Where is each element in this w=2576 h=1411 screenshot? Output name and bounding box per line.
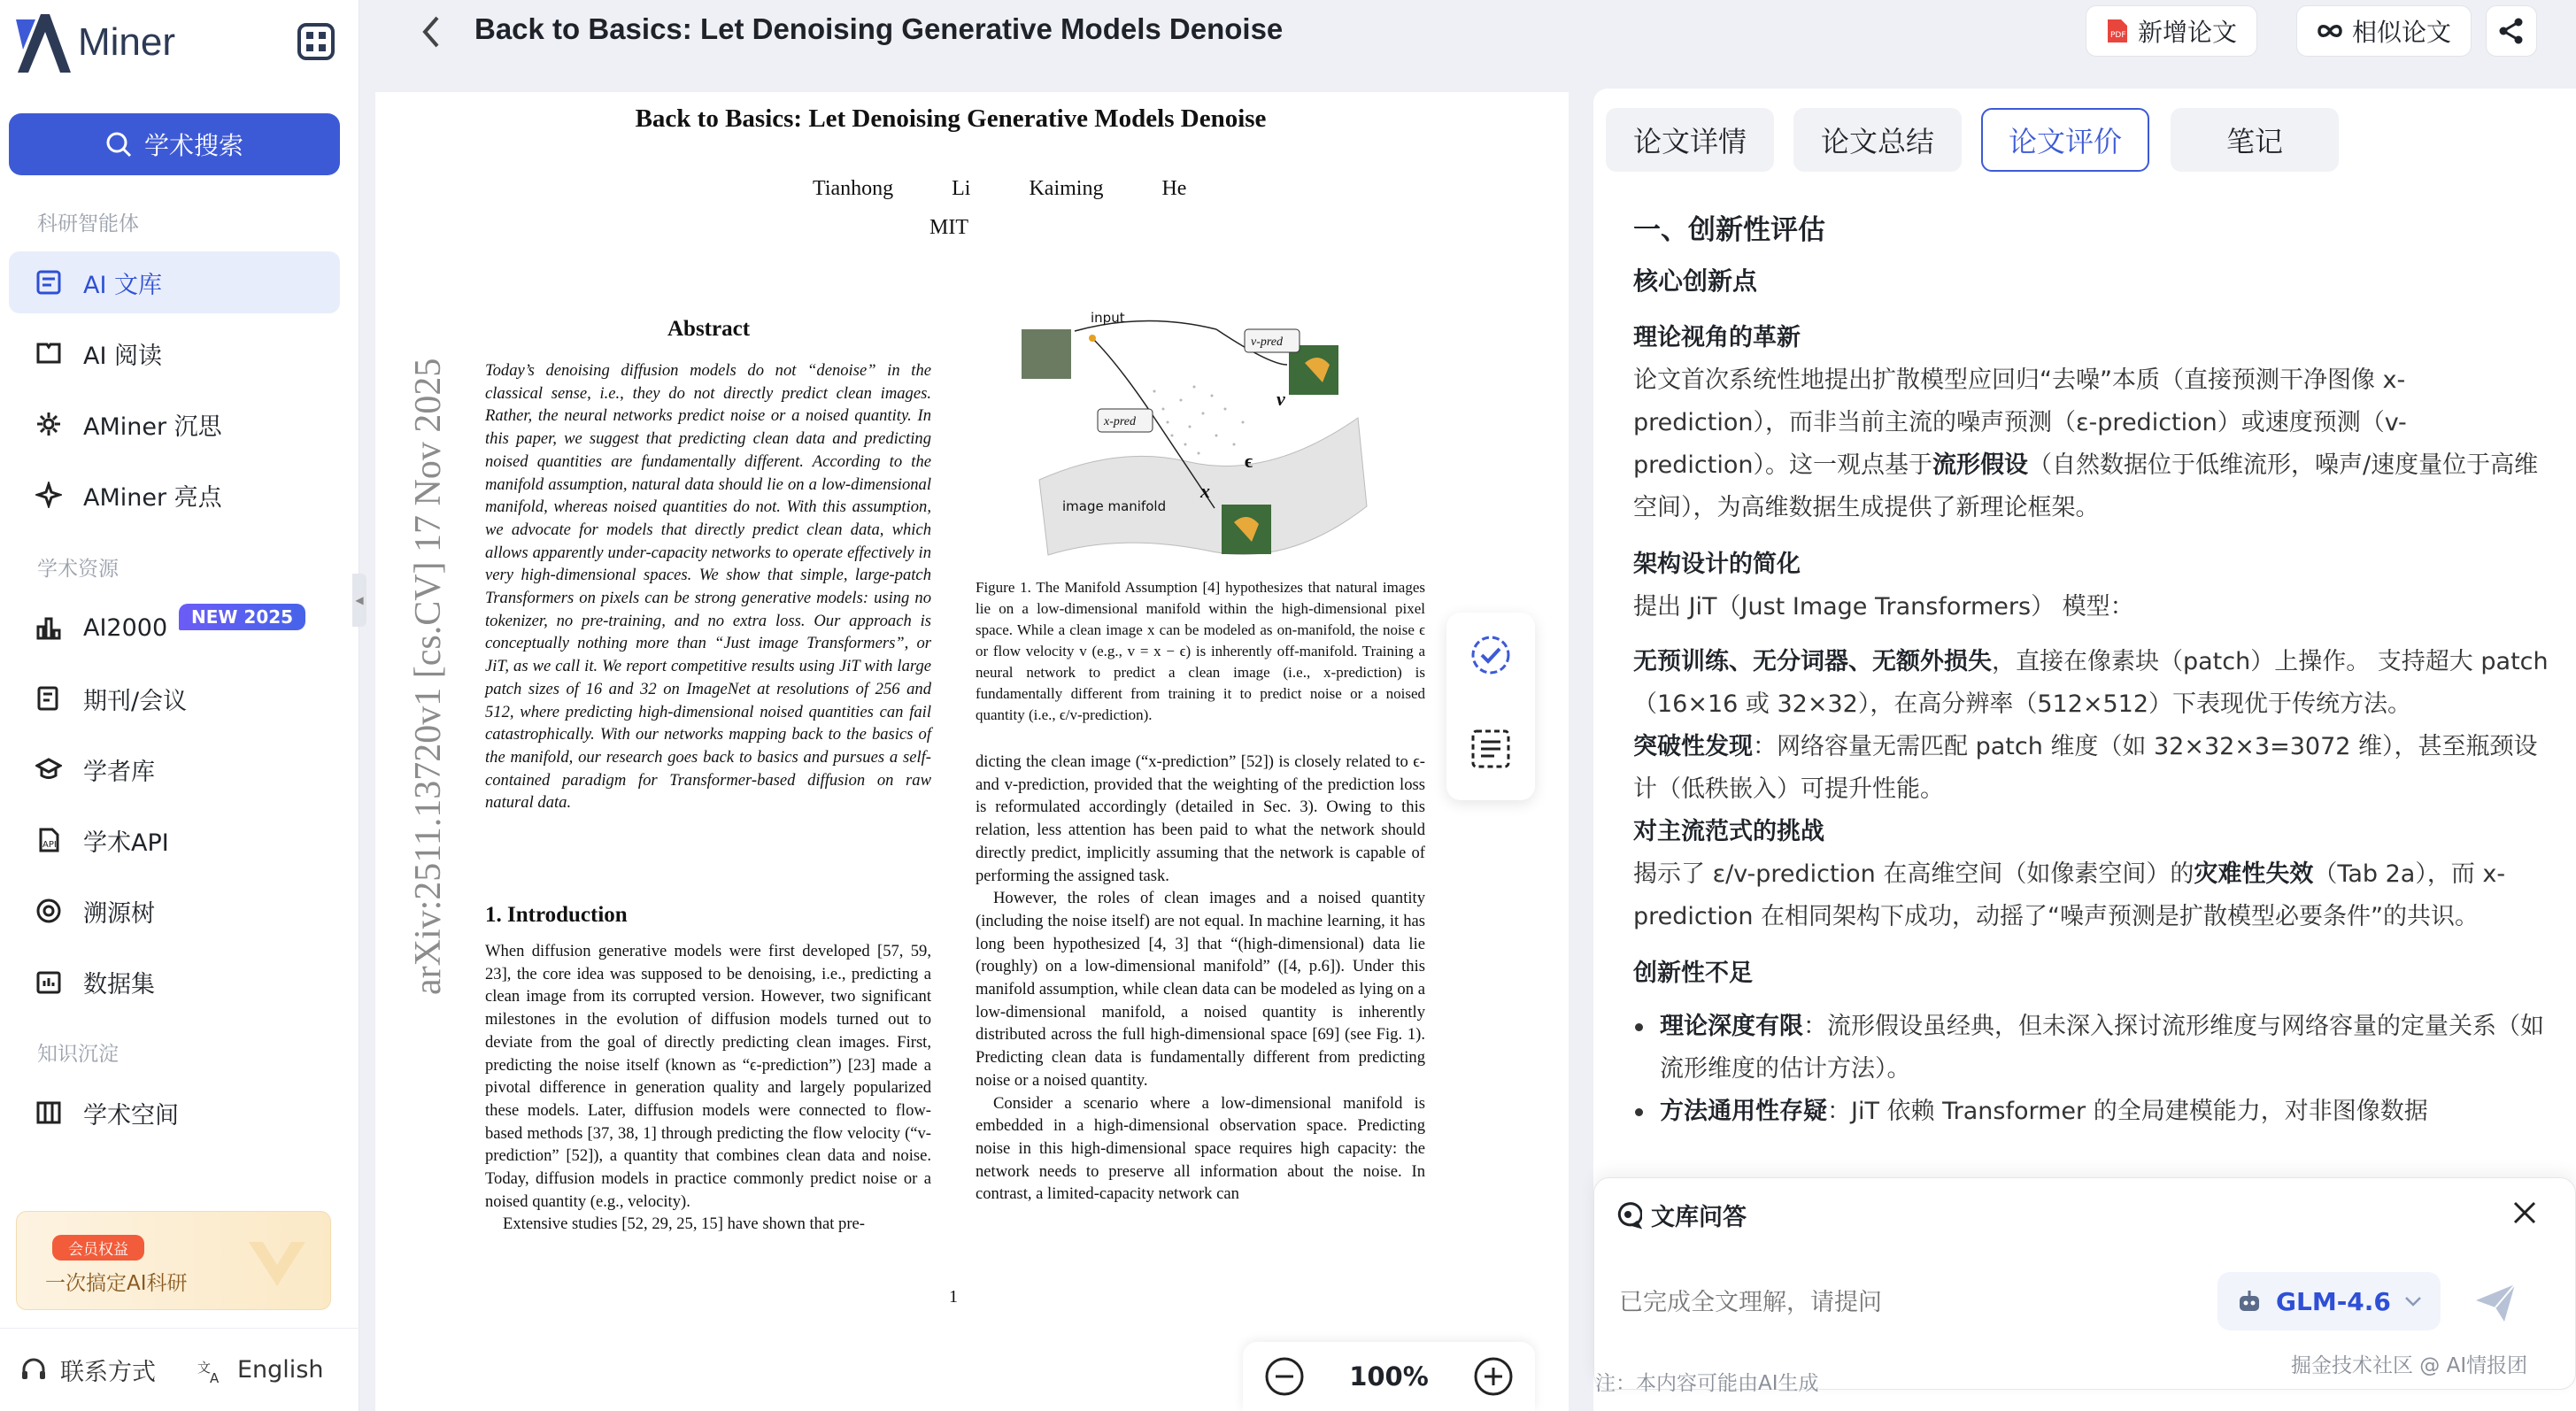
qa-question-input[interactable] — [1619, 1276, 2168, 1329]
sidebar-item-label: AI2000 — [83, 613, 168, 642]
architecture-text-3 — [1633, 726, 2554, 811]
zoom-out-icon[interactable] — [1264, 1356, 1305, 1397]
academic-search-button[interactable] — [9, 113, 340, 175]
tab-paper-details[interactable]: 论文详情 — [1606, 108, 1774, 172]
abstract-text — [485, 359, 931, 814]
paper-title: Back to Basics: Let Denoising Generative Models Denoise — [635, 104, 1267, 133]
figure-xpred-label: x-pred — [1104, 415, 1137, 428]
contact-label: 联系方式 — [60, 1359, 156, 1386]
figure-caption — [976, 577, 1425, 726]
chat-icon — [1614, 1201, 1642, 1230]
figure-input-label: input — [1091, 312, 1125, 326]
svg-text:文: 文 — [197, 1359, 212, 1376]
tab-paper-summary[interactable]: 论文总结 — [1793, 108, 1962, 172]
sidebar-item-label: AMiner 亮点 — [83, 483, 222, 512]
send-icon[interactable] — [2471, 1277, 2520, 1327]
model-name: GLM-4.6 — [2276, 1286, 2391, 1316]
similar-paper-label: 相似论文 — [2352, 18, 2452, 47]
infinity-icon — [2317, 22, 2343, 40]
tree-icon — [35, 898, 62, 924]
arch3-text: ：网络容量无需匹配 patch 维度（如 32×32×3=3072 维），甚至瓶颈设计（低秩嵌入）可提升性能。 — [1633, 733, 2538, 803]
headset-icon — [19, 1356, 48, 1384]
back-arrow-icon[interactable] — [414, 12, 450, 51]
new-badge: NEW 2025 — [179, 604, 305, 630]
sidebar-item-label: 学者库 — [83, 758, 155, 786]
svg-text:PDF: PDF — [2110, 31, 2126, 40]
tab-notes[interactable]: 笔记 — [2171, 108, 2339, 172]
theory-heading: 理论视角的革新 — [1633, 324, 1801, 351]
language-label: English — [237, 1356, 324, 1384]
search-icon — [105, 131, 132, 158]
abstract-heading: Abstract — [667, 317, 751, 341]
arch3-bold: 突破性发现 — [1633, 733, 1753, 760]
sidebar-item-label: 学术API — [83, 829, 169, 857]
ai-disclaimer: 注：本内容可能由AI生成 — [1595, 1372, 1819, 1395]
right-column — [976, 751, 1425, 1206]
think-icon — [35, 411, 62, 437]
weakness-bold: 理论深度有限 — [1660, 1013, 1803, 1040]
right-paragraph: dicting the clean image (“x-prediction” [52]) is closely related to ϵ- and v-prediction, provided that the weighting of the prediction loss is reformulated accordingly (detailed in Sec. 3). Owing to this relation, less attention has been paid to what the network should directly predict, implicitly assuming that the network is capable of performing the assigned task. — [976, 752, 1425, 885]
page-number: 1 — [949, 1287, 958, 1307]
weakness-bold: 方法通用性存疑 — [1660, 1098, 1827, 1125]
challenge-heading: 对主流范式的挑战 — [1633, 818, 1824, 845]
architecture-text: 提出 JiT（Just Image Transformers） 模型： — [1633, 593, 2134, 621]
arch-text: ，直接在像素块（patch）上操作。 支持超大 patch（16×16 或 32×32），在高分辨率（512×512）下表现优于传统方法。 — [1633, 648, 2549, 718]
sidebar-item-datasets[interactable] — [9, 951, 340, 1013]
ranking-icon — [35, 614, 62, 641]
watermark-text: 掘金技术社区 @ AI情报团 — [2291, 1354, 2528, 1377]
section-label-resources: 学术资源 — [37, 558, 119, 581]
dataset-icon — [35, 968, 62, 995]
right-paragraph: Consider a scenario where a low-dimensional manifold is embedded in a high-dimensional observation space. Predicting noise in this high-dimensional space requires high capacity: the network needs to preserve all information about the noise. In contrast, a limited-capacity network can — [976, 1093, 1425, 1204]
add-paper-label: 新增论文 — [2138, 18, 2238, 47]
manifold-figure — [1013, 312, 1376, 577]
highlight-icon — [35, 482, 62, 508]
sidebar-item-aminer-highlight[interactable] — [9, 464, 340, 526]
right-paragraph: However, the roles of clean images and a noised quantity (including the noise itself) are not equal. In machine learning, it has long been hypothesized [4, 3] that “(high-dimensional) data lie (roughly) on a low-dimensional manifold” ([4, p.6]). Under this manifold assumption, while clean data can be modeled as lying on a low-dimensional manifold, a noised quantity is inherently distributed across the full high-dimensional space [69] (see Fig. 1). Predicting clean data is fundamentally different from predicting noise or a noised quantity. — [976, 889, 1425, 1090]
figure-x-label: x — [1200, 480, 1210, 502]
svg-text:API: API — [42, 840, 57, 850]
sidebar-item-ai2000[interactable] — [9, 597, 340, 659]
review-content — [1633, 205, 2554, 1268]
zoom-in-icon[interactable] — [1473, 1356, 1514, 1397]
theory-text-a: 论文首次系统性地提出扩散模型应回归“去噪”本质（直接预测干净图像 x-prediction），而非当前主流的噪声预测（ε-prediction）或速度预测（v-prediction）。这一观点基于 — [1633, 366, 2407, 479]
academic-search-label: 学术搜索 — [143, 131, 243, 160]
paper-affiliation: MIT — [929, 216, 968, 239]
sidebar-item-label: 学术空间 — [83, 1101, 179, 1130]
similar-paper-button[interactable] — [2296, 5, 2472, 57]
sidebar-collapse-handle[interactable]: ◀ — [352, 574, 366, 627]
section-label-knowledge: 知识沉淀 — [37, 1043, 119, 1066]
page-title: Back to Basics: Let Denoising Generative Models Denoise — [474, 12, 1284, 45]
contact-link[interactable] — [0, 1353, 177, 1387]
arch-bold: 无预训练、无分词器、无额外损失 — [1633, 648, 1992, 675]
language-switch[interactable] — [177, 1356, 324, 1384]
sidebar-item-label: AI 文库 — [83, 271, 163, 299]
chevron-down-icon — [2403, 1295, 2423, 1307]
model-selector[interactable] — [2217, 1272, 2441, 1330]
weakness-text: ：JiT 依赖 Transformer 的全局建模能力，对非图像数据 — [1827, 1098, 2428, 1125]
space-icon — [35, 1099, 62, 1126]
aminer-logo-icon — [14, 11, 73, 74]
theory-text-bold: 流形假设 — [1932, 451, 2028, 479]
scholar-icon — [35, 756, 62, 783]
reader-icon — [35, 340, 62, 366]
weakness-item — [1633, 1091, 2554, 1133]
figure-vpred-label: v-pred — [1251, 335, 1284, 349]
figure-eps-label: ϵ — [1245, 450, 1253, 472]
pdf-page[interactable] — [375, 92, 1569, 1411]
promo-text: 一次搞定AI科研 — [45, 1272, 188, 1295]
weakness-item — [1633, 1006, 2554, 1091]
zoom-control — [1243, 1342, 1535, 1411]
theory-text — [1633, 359, 2554, 529]
sidebar-item-academic-space[interactable] — [9, 1082, 340, 1144]
intro-column — [485, 940, 931, 1236]
sidebar-item-label: 期刊/会议 — [83, 687, 188, 715]
challenge-bold: 灾难性失效 — [2194, 860, 2314, 888]
membership-promo[interactable] — [16, 1211, 331, 1310]
sidebar-footer — [0, 1328, 359, 1411]
weakness-heading: 创新性不足 — [1633, 960, 1753, 987]
robot-icon — [2235, 1287, 2264, 1315]
translate-icon — [197, 1356, 225, 1384]
tab-paper-review[interactable]: 论文评价 — [1981, 108, 2149, 172]
architecture-text-2 — [1633, 641, 2554, 726]
sidebar-item-aminer-think[interactable] — [9, 393, 340, 455]
journal-icon — [35, 685, 62, 712]
close-icon[interactable] — [2510, 1198, 2540, 1228]
crown-icon — [242, 1224, 312, 1299]
library-icon — [35, 269, 62, 296]
sidebar-item-label: 溯源树 — [83, 899, 155, 928]
outline-icon[interactable] — [1469, 728, 1512, 770]
sidebar-item-api[interactable] — [9, 809, 340, 871]
arxiv-stamp: arXiv:2511.13720v1 [cs.CV] 17 Nov 2025 — [408, 358, 449, 995]
sidebar-item-scholars[interactable] — [9, 738, 340, 800]
sidebar-item-ai-reader[interactable] — [9, 322, 340, 384]
header — [372, 0, 2576, 66]
api-icon — [35, 827, 62, 853]
sidebar — [0, 0, 359, 1411]
sidebar-item-trace-tree[interactable] — [9, 880, 340, 942]
qa-header — [1614, 1198, 1747, 1232]
intro-paragraph: When diffusion generative models were first developed [57, 59, 23], the core idea was supposed to be denoising, i.e., predicting a clean image from its corrupted version. However, two significant milestones in the evolution of diffusion models turned out to deviate from the goal of directly predicting clean images. First, predicting the noise itself (known as “ϵ-prediction”) [23] made a pivotal difference in generation quality and largely popularized these models. Later, diffusion models were connected to flow-based methods [37, 38, 1] through predicting the flow velocity (“v-prediction” [52]), a quantity that combines clean data and noise. Today, diffusion models in practice commonly predict noise or a noised quantity (e.g., velocity). — [485, 942, 931, 1211]
check-circle-icon[interactable] — [1469, 634, 1512, 676]
sidebar-toggle-icon[interactable] — [292, 18, 340, 66]
intro-heading: 1. Introduction — [485, 903, 628, 927]
sidebar-item-label: AMiner 沉思 — [83, 413, 222, 441]
svg-text:A: A — [210, 1369, 220, 1384]
logo-text: Miner — [78, 20, 176, 64]
challenge-a: 揭示了 ε/v-prediction 在高维空间（如像素空间）的 — [1633, 860, 2194, 888]
theory-text-b: （自然数据位于低维流形，噪声/速度量位于高维空间），为高维数据生成提供了新理论框架。 — [1633, 451, 2539, 521]
logo[interactable] — [14, 7, 227, 78]
promo-badge: 会员权益 — [52, 1235, 144, 1261]
sidebar-item-journals[interactable] — [9, 667, 340, 729]
paper-authors: Tianhong Li Kaiming He — [813, 177, 1187, 200]
sidebar-item-label: AI 阅读 — [83, 342, 163, 370]
floating-toolbar — [1446, 613, 1535, 800]
zoom-level: 100% — [1349, 1361, 1429, 1392]
figure-manifold-label: image manifold — [1062, 498, 1167, 514]
pdf-icon — [2106, 18, 2129, 44]
review-heading: 一、创新性评估 — [1633, 214, 1825, 246]
share-button[interactable] — [2486, 5, 2537, 57]
add-paper-button[interactable] — [2086, 5, 2257, 57]
qa-title: 文库问答 — [1651, 1204, 1747, 1231]
figure-v-label: v — [1276, 388, 1285, 410]
sidebar-item-label: 数据集 — [83, 970, 155, 998]
architecture-heading: 架构设计的简化 — [1633, 551, 1801, 578]
weakness-text: ：流形假设虽经典，但未深入探讨流形维度与网络容量的定量关系（如流形维度的估计方法）。 — [1660, 1013, 2544, 1083]
challenge-b: （Tab 2a），而 x-prediction 在相同架构下成功，动摇了“噪声预测是扩散模型必要条件”的共识。 — [1633, 860, 2506, 930]
intro-paragraph: Extensive studies [52, 29, 25, 15] have shown that pre- — [503, 1214, 865, 1234]
sidebar-item-ai-library[interactable] — [9, 251, 340, 313]
section-label-agents: 科研智能体 — [37, 212, 139, 235]
abstract-paragraph: Today’s denoising diffusion models do not “denoise” in the classical sense, i.e., they do not directly predict clean images. Rather, the neural networks predict noise or a noised quantity. In this paper, we suggest that predicting clean data and predicting noised quantities are fundamentally different. According to the manifold assumption, natural data should lie on a low-dimensional manifold, whereas noised quantities do not. With this assumption, we advocate for models that directly predict clean data, which allows apparently under-capacity networks to operate effectively in very high-dimensional spaces. We show that simple, large-patch Transformers on pixels can be strong generative models: using no tokenizer, no pre-training, and no extra loss. Our approach is conceptually nothing more than “Just image Transformers”, or JiT, as we call it. We report competitive results using JiT with large patch sizes of 16 and 32 on ImageNet at resolutions of 256 and 512, where predicting high-dimensional noised quantities can fail catastrophically. With our networks mapping back to the basics of the manifold, our research goes back to basics and pursues a self-contained paradigm for Transformer-based diffusion on raw natural data. — [485, 361, 931, 813]
share-icon — [2497, 17, 2526, 45]
figure-caption-text: Figure 1. The Manifold Assumption [4] hypothesizes that natural images lie on a low-dimensional manifold within the high-dimensional pixel space. While a clean image x can be modeled as on-manifold, the noise ϵ or flow velocity v (e.g., v = x − ϵ) is inherently off-manifold. Training a neural network to predict a clean image (i.e., x-prediction) is fundamentally different from training it to predict noise or a noised quantity (i.e., ϵ/v-prediction). — [976, 579, 1425, 723]
core-innovation-heading: 核心创新点 — [1633, 266, 1758, 296]
challenge-text — [1633, 853, 2554, 938]
